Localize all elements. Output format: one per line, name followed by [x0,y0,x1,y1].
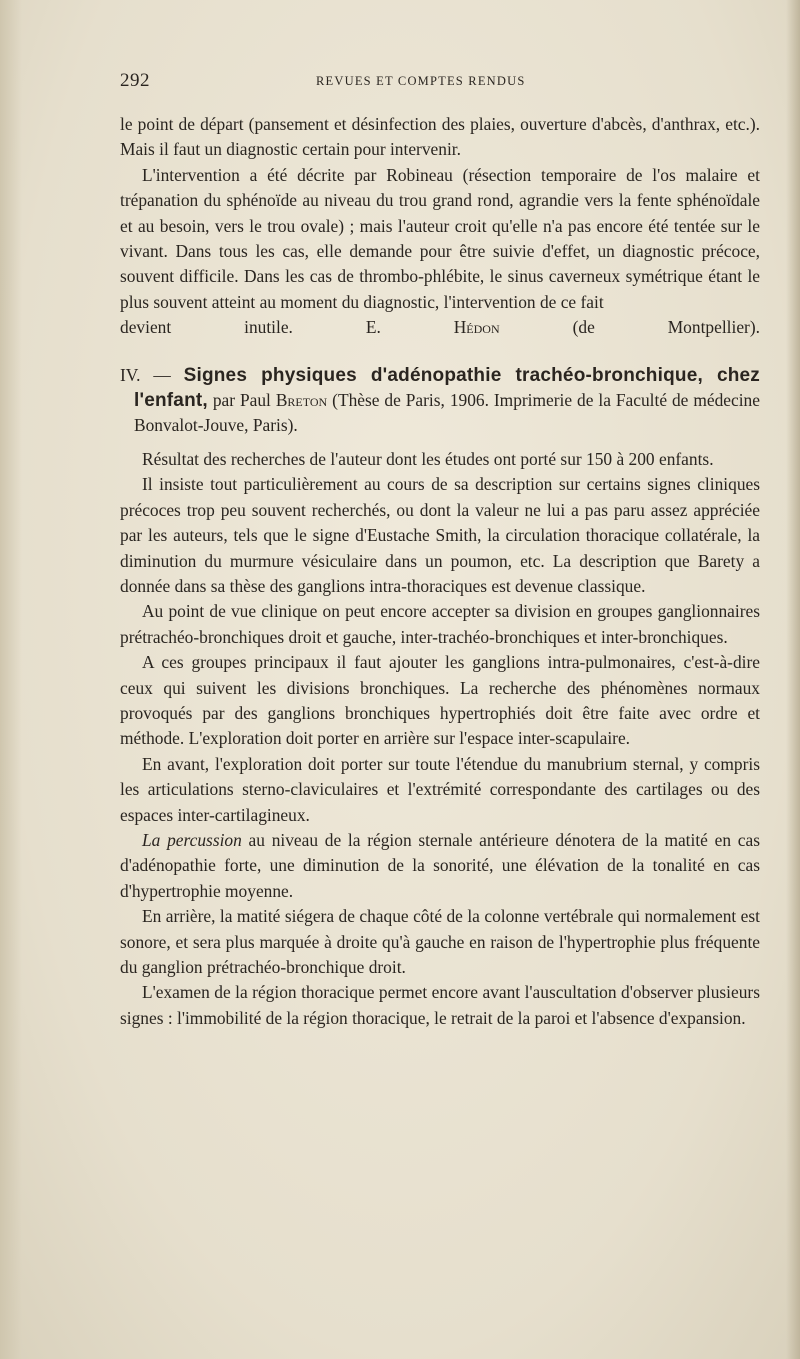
paragraph-result: Résultat des recherches de l'auteur dont les études ont porté sur 150 à 200 enfants. [142,448,714,469]
paragraph-4: En avant, l'exploration doit porter sur toute l'étendue du manubrium sternal, y compris les articulations sterno-claviculaires et l'extrémité correspondante des cartilages ou des espaces inter-cartilagineux. [120,753,760,825]
page-shadow-right [786,0,800,1359]
section-author: Breton [275,390,328,411]
percussion-term: La percussion [142,829,242,850]
signature-place: (de Montpellier). [572,317,760,338]
review-signature [366,317,760,337]
section-citation: (Thèse de Paris, 1906. Imprimerie de la Faculté de médecine Bonvalot-Jouve, Paris). [134,390,760,436]
paragraph-prev-2-end: devient inutile. [120,317,293,338]
paragraph-5-text: au niveau de la région sternale antérieure dénotera de la matité en cas d'adénopathie forte, une diminution de la sonorité, une élévation de la tonalité en cas d'hypertrophie moyenne. [120,829,760,901]
paragraph-3: A ces groupes principaux il faut ajouter les ganglions intra-pulmonaires, c'est-à-dire ceux qui suivent les divisions bronchiques. La recherche des phénomènes normaux provoqués par des ganglions bronchiques hypertrophiés doit être faite avec ordre et méthode. L'exploration doit porter en arrière sur l'espace inter-scapulaire. [120,652,760,749]
paragraph-6: En arrière, la matité siégera de chaque côté de la colonne vertébrale qui normalement est sonore, et sera plus marquée à droite qu'à gauche en raison de l'hypertrophie plus fréquente du ganglion prétrachéo-bronchique droit. [120,906,760,977]
page-shadow-left [0,0,22,1359]
page-header [120,70,760,96]
section-by: par Paul [212,390,271,411]
paragraph-7: L'examen de la région thoracique permet encore avant l'auscultation d'observer plusieurs signes : l'immobilité de la région thoracique, le retrait de la paroi et l'absence d'expansion. [120,982,760,1028]
signature-author: E. Hédon [365,317,500,338]
signature-line [120,315,760,340]
page-number: 292 [120,70,150,91]
running-head: REVUES ET COMPTES RENDUS [316,74,526,88]
paragraph-prev-2: L'intervention a été décrite par Robineau (résection temporaire de l'os malaire et trépanation du sphénoïde au niveau du trou grand rond, agrandie vers la fente sphénoïdale et au besoin, vers le trou ovale) ; mais l'auteur croit qu'elle n'a pas encore été tentée sur le vivant. Dans tous les cas, elle demande pour être suivie d'effet, un diagnostic précoce, souvent difficile. Dans les cas de thrombo-phlébite, le sinus caverneux symétrique étant le plus souvent atteint au moment du diagnostic, l'intervention de ce fait [120,164,760,312]
paragraph-2: Au point de vue clinique on peut encore accepter sa division en groupes ganglionnaires prétrachéo-bronchiques droit et gauche, inter-trachéo-bronchiques et inter-bronchiques. [120,601,760,647]
paragraph-1: Il insiste tout particulièrement au cours de sa description sur certains signes cliniques précoces trop peu souvent recherchés, ou dont la valeur ne lui a pas paru assez appréciée par les auteurs, tels que le signe d'Eustache Smith, la circulation thoracique collatérale, la diminution du murmure vésiculaire dans un poumon, etc. La description que Barety a donnée dans sa thèse des ganglions intra-thoraciques est devenue classique. [120,474,760,596]
page-content [120,112,760,1031]
paragraph-5 [120,828,760,904]
section-heading [120,363,760,439]
section-title: Signes physiques d'adénopathie trachéo-bronchique, chez l'enfant, [134,364,760,412]
paragraph-prev-1: le point de départ (pansement et désinfection des plaies, ouverture d'abcès, d'anthrax, etc.). Mais il faut un diagnostic certain pour intervenir. [120,114,760,160]
section-number: IV. — [120,364,171,385]
